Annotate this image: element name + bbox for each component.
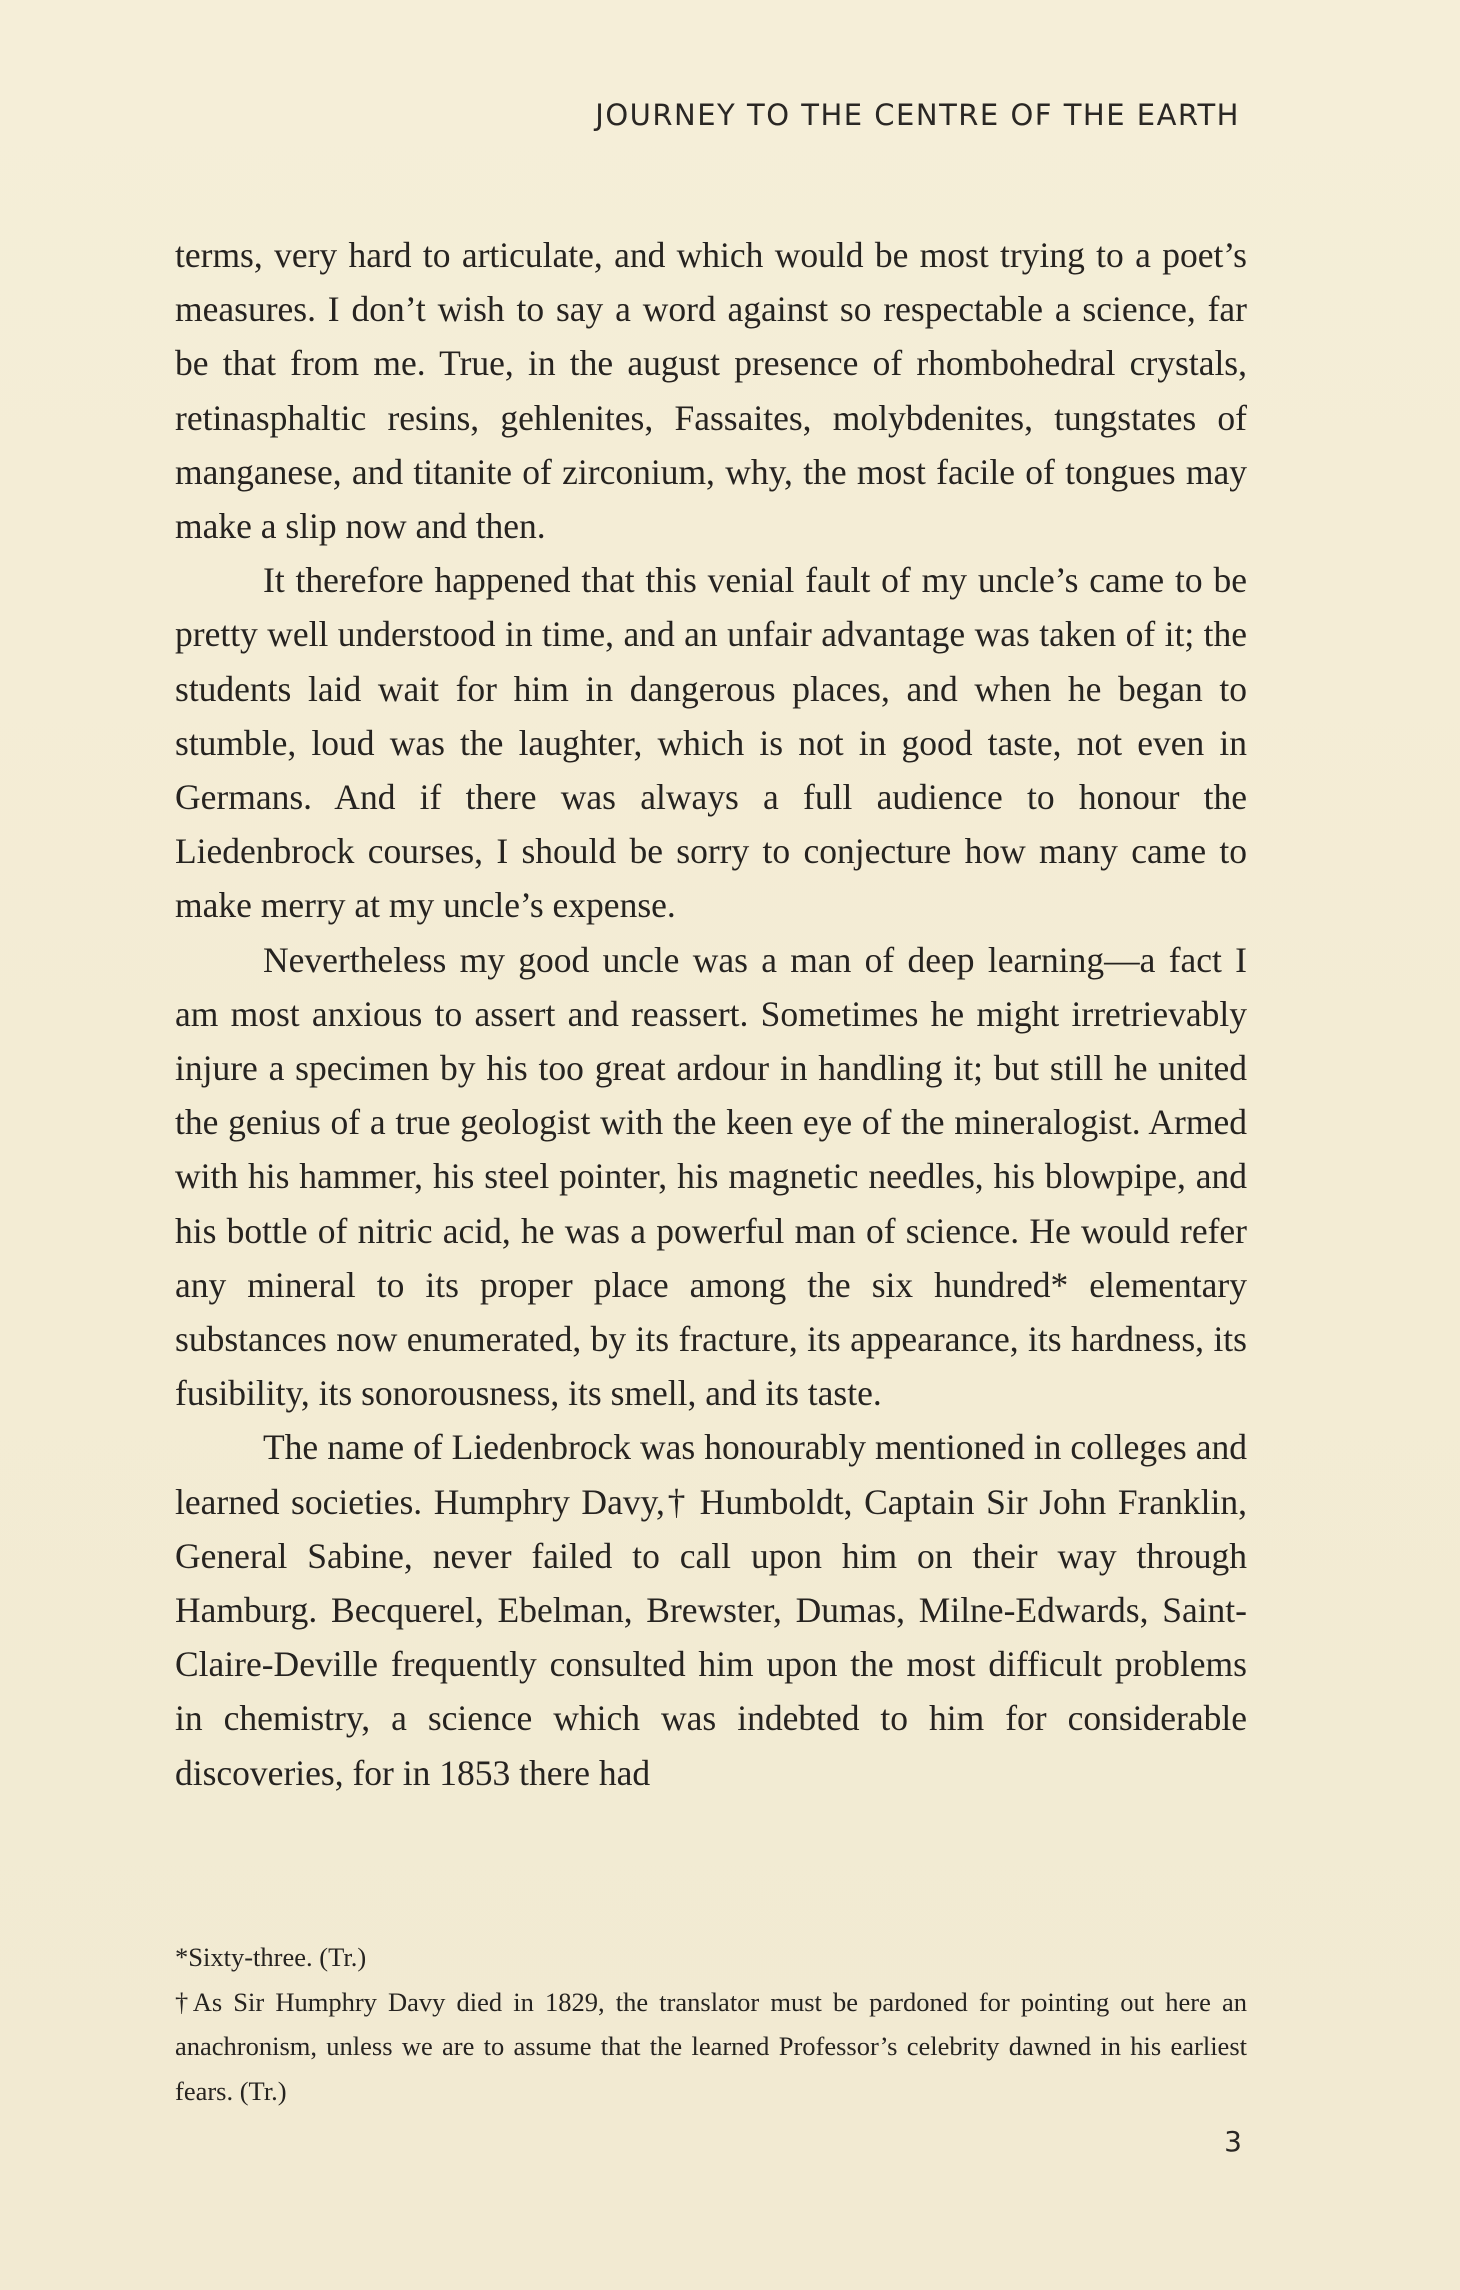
paragraph-1: terms, very hard to articulate, and which would be most trying to a poet’s measures. I don’t wish to say a word against so respectable a science, far be that from me. True, in the august presence of rhombohedral crystals, retinasphaltic resins, gehlenites, Fassaites, molybdenites, tungstates of manganese, and titanite of zirconium, why, the most facile of tongues may make a slip now and then. xyxy=(175,235,1247,547)
footnotes xyxy=(175,1935,1247,2113)
page-number: 3 xyxy=(1224,2125,1242,2158)
paragraph-2: It therefore happened that this venial fault of my uncle’s came to be pretty well understood in time, and an unfair advantage was taken of it; the students laid wait for him in dangerous places, and when he began to stumble, loud was the laughter, which is not in good taste, not even in Germans. And if there was always a full audience to honour the Liedenbrock courses, I should be sorry to conjecture how many came to make merry at my uncle’s expense. xyxy=(175,560,1247,926)
body-text xyxy=(175,228,1247,1800)
paragraph-4: The name of Liedenbrock was honourably mentioned in colleges and learned societies. Humphry Davy,† Humboldt, Captain Sir John Franklin, General Sabine, never failed to call upon him on their way through Hamburg. Becquerel, Ebelman, Brewster, Dumas, Milne-Edwards, Saint-Claire-Deville frequently consulted him upon the most difficult problems in chemistry, a science which was indebted to him for considerable discoveries, for in 1853 there had xyxy=(175,1427,1247,1793)
running-head: JOURNEY TO THE CENTRE OF THE EARTH xyxy=(595,98,1240,132)
footnote-2: †As Sir Humphry Davy died in 1829, the translator must be pardoned for pointing out here an anachronism, unless we are to assume that the learned Professor’s celebrity dawned in his earliest fears. (Tr.) xyxy=(175,1986,1247,2106)
footnote-1: *Sixty-three. (Tr.) xyxy=(175,1942,367,1972)
paragraph-3: Nevertheless my good uncle was a man of deep learning—a fact I am most anxious to assert and reassert. Sometimes he might irretrievably injure a specimen by his too great ardour in handling it; but still he united the genius of a true geologist with the keen eye of the mineralogist. Armed with his hammer, his steel pointer, his magnetic needles, his blowpipe, and his bottle of nitric acid, he was a powerful man of science. He would refer any mineral to its proper place among the six hundred* elementary substances now enumerated, by its fracture, its appearance, its hardness, its fusibility, its sonorousness, its smell, and its taste. xyxy=(175,939,1247,1414)
